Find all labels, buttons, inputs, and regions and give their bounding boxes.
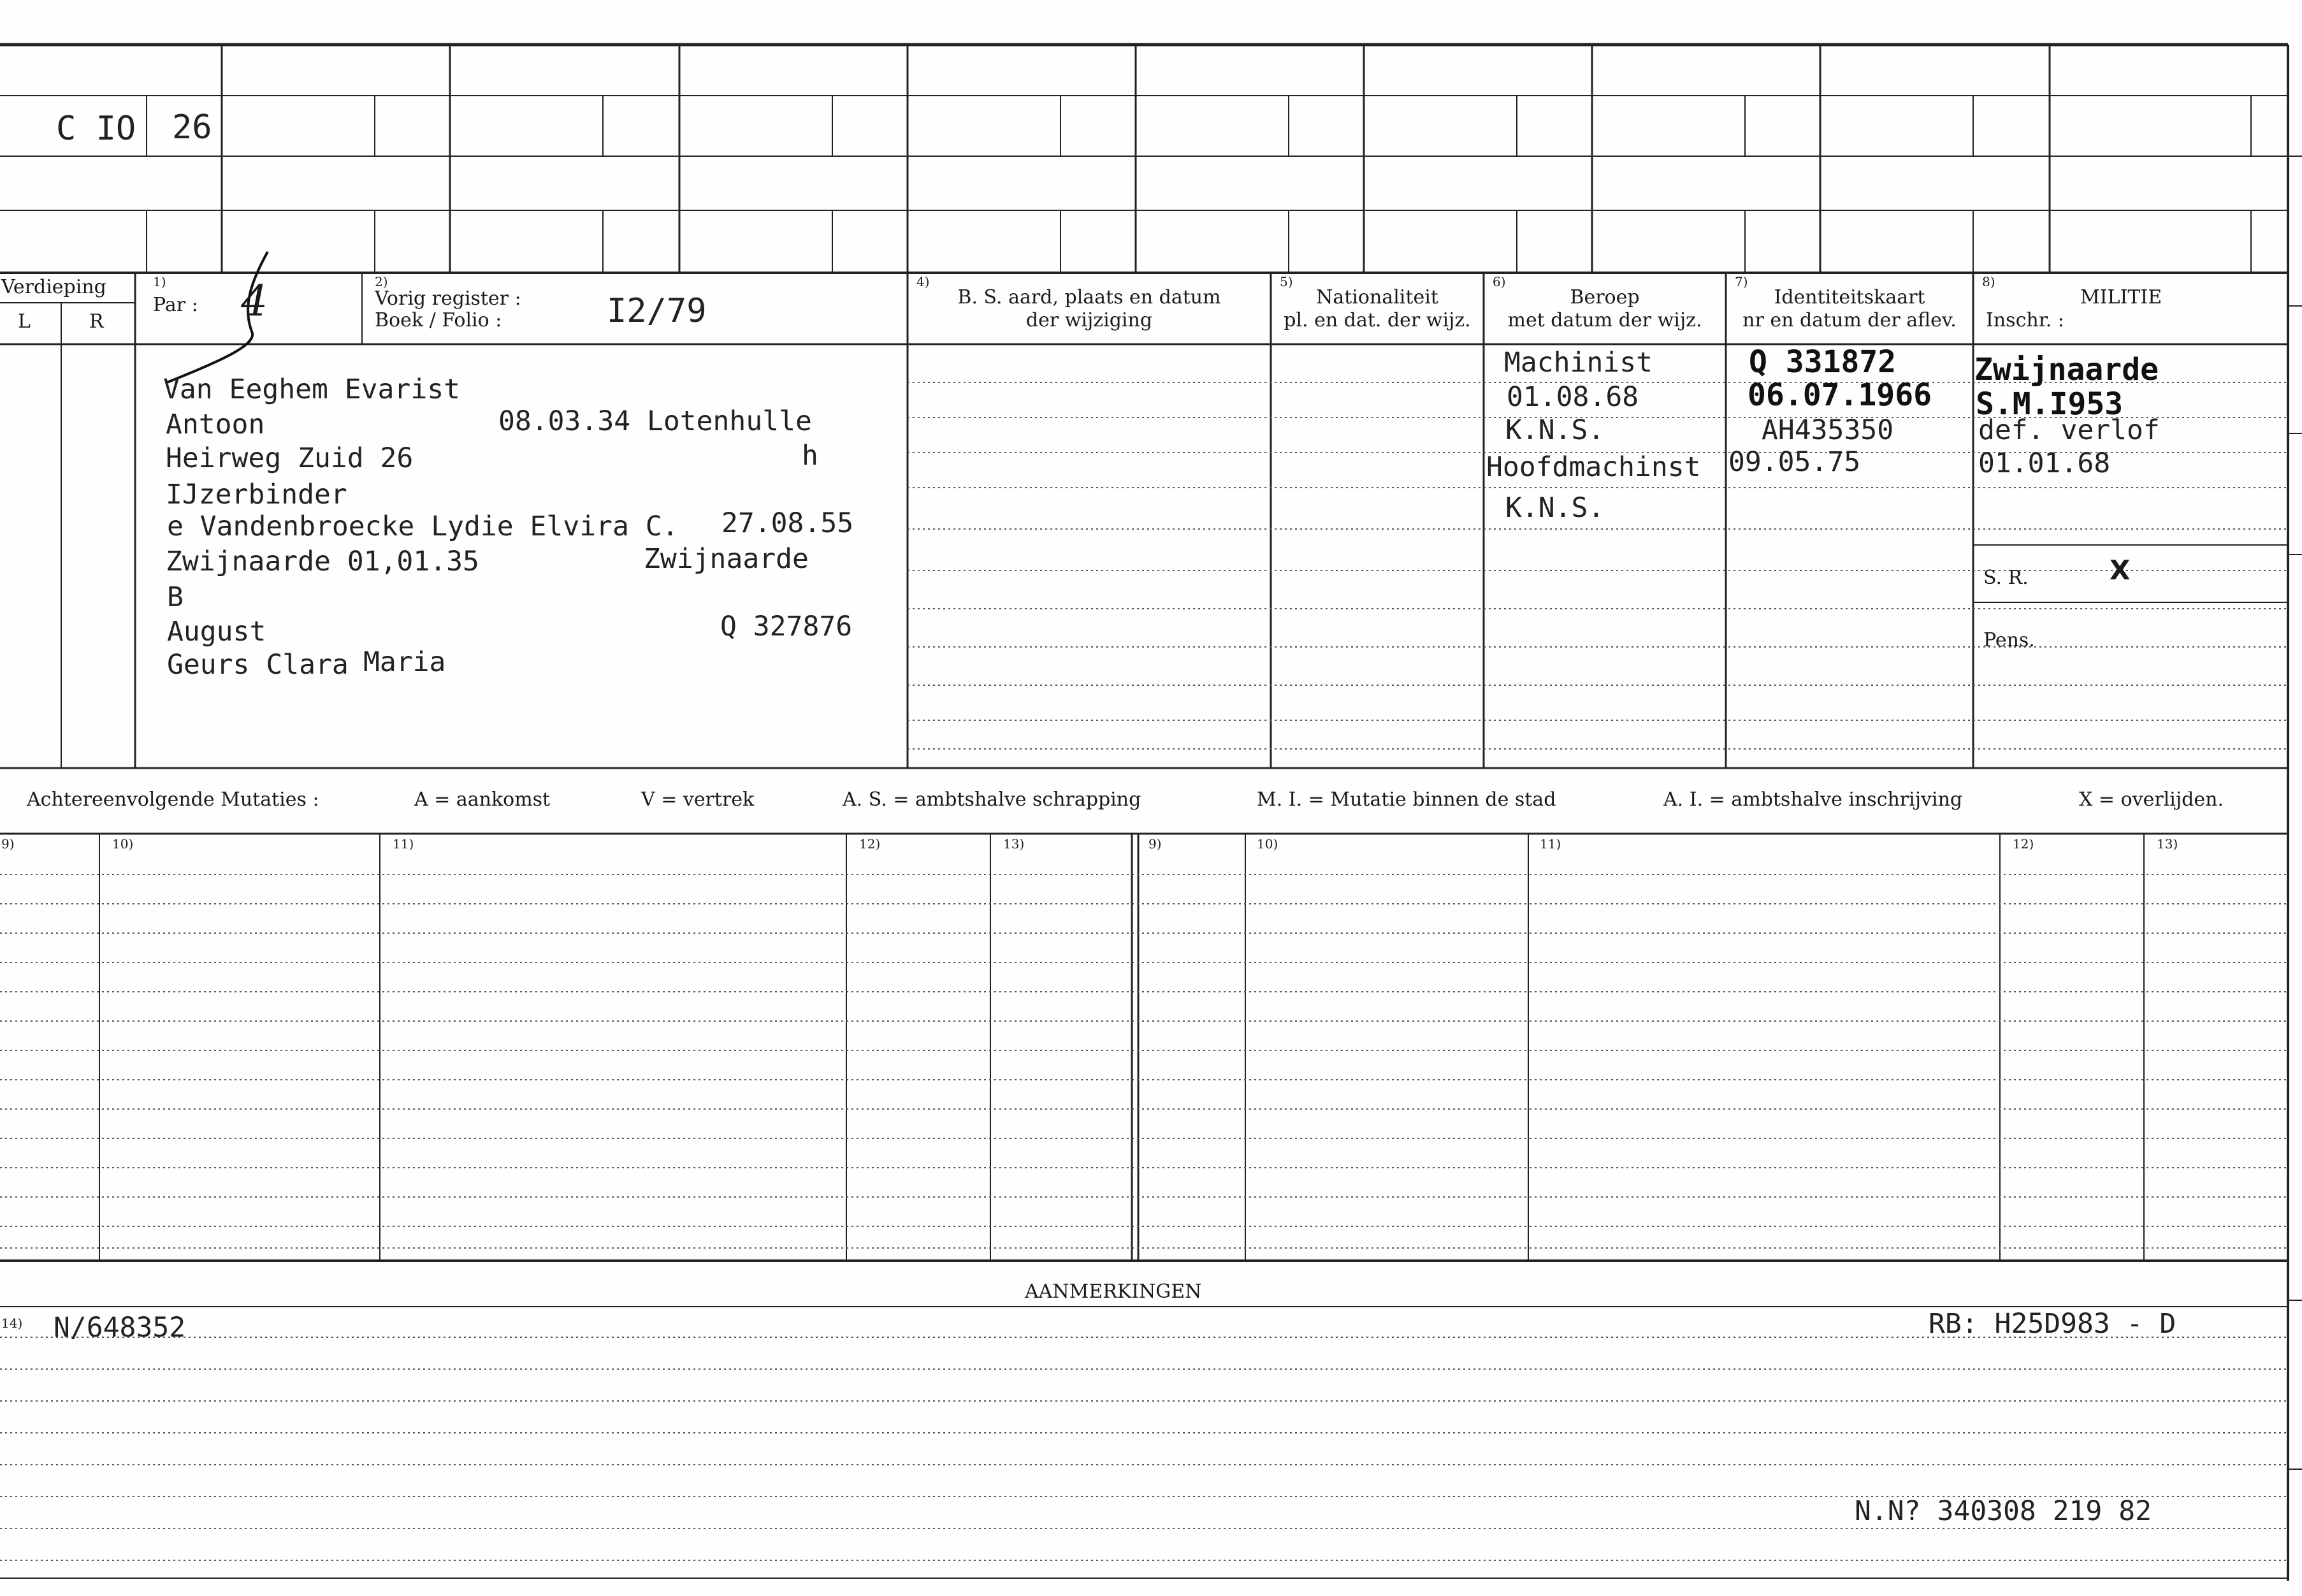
beroep-entry-3: Hoofdmachinst (1486, 451, 1701, 483)
person-marriage-date: 27.08.55 (721, 507, 854, 539)
code-letter: C IO (56, 110, 136, 148)
mut-col-12-right: 12) (2013, 836, 2034, 852)
inschr-label: Inschr. : (1986, 309, 2064, 331)
aanmerkingen-ref: N/648352 (54, 1312, 186, 1344)
beroep-entry-1: Machinist (1504, 347, 1653, 379)
pens-label: Pens. (1983, 629, 2035, 651)
beroep-entry-1-date: 01.08.68 (1507, 381, 1639, 413)
mut-col-13-right: 13) (2157, 836, 2178, 852)
nationaliteit-header-line2: pl. en dat. der wijz. (1284, 309, 1471, 331)
beroep-entry-4: K.N.S. (1505, 492, 1605, 524)
code-number: 26 (172, 108, 212, 147)
beroep-entry-2: K.N.S. (1505, 414, 1605, 446)
militie-header: MILITIE (2080, 286, 2162, 308)
identiteit-header-line2: nr en datum der aflev. (1742, 309, 1957, 331)
col1-number: 1) (153, 274, 166, 289)
col5-number: 5) (1280, 274, 1293, 289)
nationaliteit-header-line1: Nationaliteit (1316, 286, 1438, 308)
col8-number: 8) (1982, 274, 1995, 289)
person-name-line: Van Eeghem Evarist (163, 374, 460, 405)
floor-l-label: L (18, 310, 31, 333)
mut-col-10-right: 10) (1257, 836, 1278, 852)
id-card-1-date: 06.07.1966 (1748, 377, 1932, 413)
col4-number: 4) (916, 274, 930, 289)
mutatie-overlijden: X = overlijden. (2079, 788, 2224, 811)
aanmerkingen-number: 14) (1, 1316, 23, 1331)
boek-folio-label: Boek / Folio : (375, 309, 502, 331)
person-id-number: Q 327876 (720, 611, 853, 642)
militie-year: S.M.I953 (1976, 386, 2124, 422)
mut-col-11-right: 11) (1540, 836, 1561, 852)
mutatie-aankomst: A = aankomst (414, 788, 551, 811)
aanmerkingen-rb: RB: H25D983 - D (1929, 1308, 2176, 1340)
person-occupation: IJzerbinder (166, 479, 347, 511)
person-birth: 08.03.34 Lotenhulle (498, 405, 812, 437)
person-address: Heirweg Zuid 26 (166, 442, 414, 474)
person-spouse-birth: Zwijnaarde 01,01.35 (166, 546, 479, 577)
par-value: 4 (241, 277, 268, 326)
person-mother: Geurs Clara (167, 649, 349, 681)
militie-status: def. verlof (1978, 414, 2160, 446)
person-spouse: e Vandenbroecke Lydie Elvira C. (167, 511, 679, 542)
person-h-mark: h (802, 440, 818, 472)
id-card-1: Q 331872 (1749, 344, 1897, 380)
person-firstname-line: Antoon (166, 409, 265, 440)
mut-col-10-left: 10) (112, 836, 134, 852)
vorig-register-label: Vorig register : (375, 287, 521, 310)
mut-col-9-right: 9) (1148, 836, 1162, 852)
id-card-2-date: 09.05.75 (1728, 446, 1861, 478)
verdieping-label: Verdieping (1, 276, 106, 298)
mut-col-9-left: 9) (1, 836, 15, 852)
col7-number: 7) (1735, 274, 1748, 289)
militie-place: Zwijnaarde (1974, 352, 2159, 388)
mutatie-ambtshalve-inschrijving: A. I. = ambtshalve inschrijving (1663, 788, 1963, 811)
mutatie-ambtshalve-schrapping: A. S. = ambtshalve schrapping (843, 788, 1141, 811)
col2-number: 2) (375, 274, 388, 289)
sr-label: S. R. (1983, 567, 2029, 589)
sr-value: X (2110, 555, 2131, 586)
person-marriage-place: Zwijnaarde (644, 543, 809, 575)
militie-date: 01.01.68 (1978, 447, 2111, 479)
par-label: Par : (153, 294, 198, 316)
beroep-header-line1: Beroep (1570, 286, 1640, 308)
person-mother-second-name: Maria (363, 646, 446, 678)
bs-header-line1: B. S. aard, plaats en datum (957, 286, 1221, 308)
beroep-header-line2: met datum der wijz. (1507, 309, 1702, 331)
mut-col-12-left: 12) (859, 836, 881, 852)
register-value: I2/79 (607, 292, 707, 330)
person-nationality: B (167, 581, 184, 613)
mut-col-11-left: 11) (393, 836, 414, 852)
floor-r-label: R (89, 310, 104, 333)
mutatie-vertrek: V = vertrek (641, 788, 755, 811)
identiteit-header-line1: Identiteitskaart (1774, 286, 1925, 308)
bs-header-line2: der wijziging (1025, 309, 1153, 331)
aanmerkingen-nn: N.N? 340308 219 82 (1855, 1495, 2152, 1527)
id-card-2: AH435350 (1762, 414, 1894, 446)
mutatie-binnen-stad: M. I. = Mutatie binnen de stad (1257, 788, 1556, 811)
mut-col-13-left: 13) (1003, 836, 1025, 852)
person-father: August (167, 616, 266, 648)
mutaties-title: Achtereenvolgende Mutaties : (27, 788, 319, 811)
aanmerkingen-title: AANMERKINGEN (1025, 1280, 1202, 1303)
col6-number: 6) (1493, 274, 1506, 289)
